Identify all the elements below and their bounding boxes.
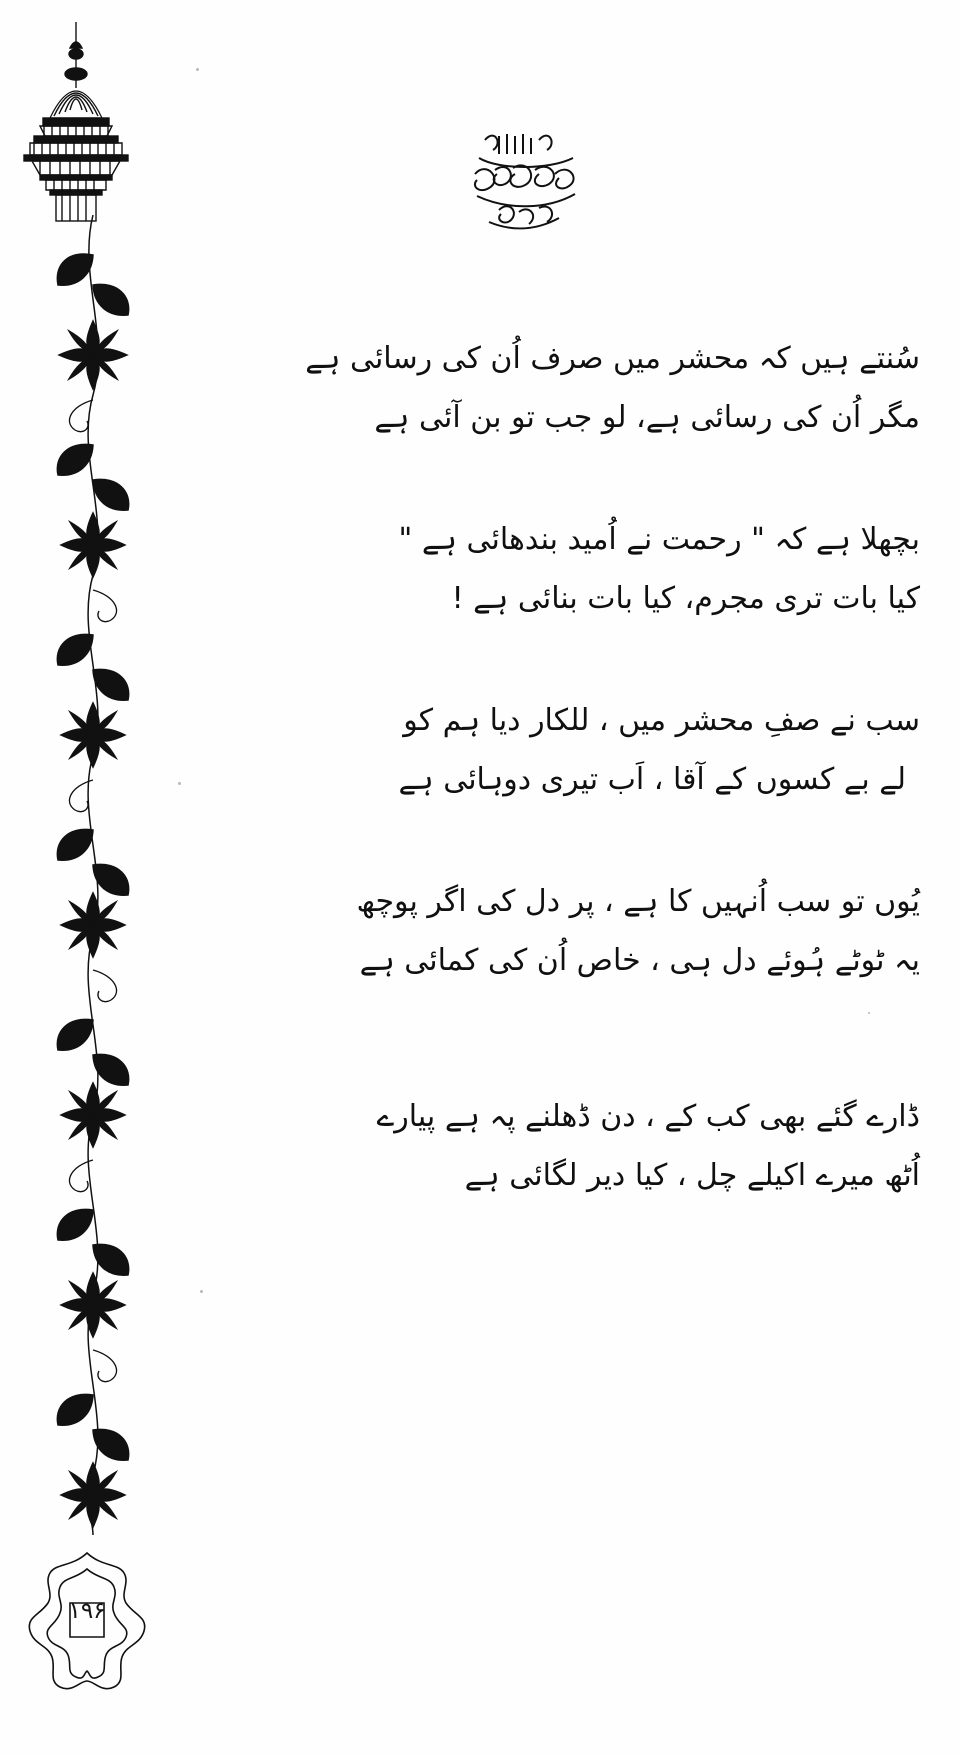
couplet-4	[220, 873, 920, 990]
verse-line: لے بے کسوں کے آقا ، اَب تیری دوہائی ہے	[398, 761, 906, 797]
verse-line: سب نے صفِ محشر میں ، للکار دیا ہم کو	[403, 703, 920, 738]
scan-speck	[178, 782, 181, 785]
minaret-icon	[10, 18, 140, 228]
verse-line: بچھلا ہے کہ " رحمت نے اُمید بندھائی ہے "	[398, 522, 920, 557]
scan-speck	[196, 68, 199, 71]
durood-calligraphy-seal	[455, 118, 595, 238]
verse-line: ڈارے گئے بھی کب کے ، دن ڈھلنے پہ ہے پیارے	[376, 1099, 920, 1134]
scan-speck	[868, 1012, 870, 1014]
verse-line: کیا بات تری مجرم، کیا بات بنائی ہے !	[451, 580, 920, 616]
scan-speck	[200, 1290, 203, 1293]
verse-line: مگر اُن کی رسائی ہے، لو جب تو بن آئی ہے	[374, 399, 920, 435]
page-number: ۱۹۶	[68, 1598, 106, 1624]
couplet-3	[220, 692, 920, 809]
couplet-1	[220, 330, 920, 447]
verse-line: یُوں تو سب اُنہیں کا ہے ، پر دل کی اگر پوچھ	[356, 884, 920, 919]
verse-line: یہ ٹوٹے ہُوئے دل ہی ، خاص اُن کی کمائی ہے	[359, 942, 920, 978]
couplet-2	[220, 511, 920, 628]
verse-body	[220, 330, 920, 1269]
floral-vine-border-icon	[18, 215, 168, 1535]
verse-line: سُنتے ہیں کہ محشر میں صرف اُن کی رسائی ہے	[305, 341, 920, 376]
couplet-5	[220, 1088, 920, 1205]
verse-line: اُٹھ میرے اکیلے چل ، کیا دیر لگائی ہے	[464, 1157, 920, 1193]
ornament-column	[0, 0, 215, 1755]
